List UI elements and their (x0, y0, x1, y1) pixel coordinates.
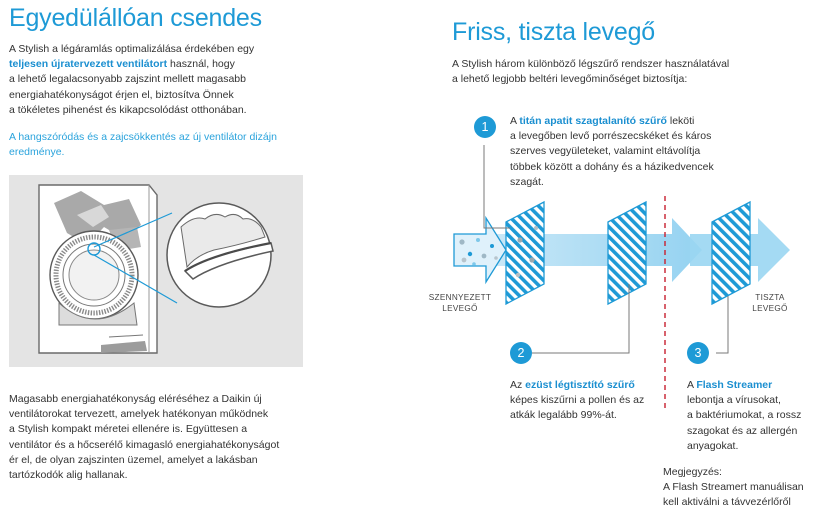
step-1-bold: titán apatit szagtalanító szűrő (519, 115, 667, 127)
step-3-bold: Flash Streamer (696, 379, 773, 391)
note-line: kell aktiválni a távvezérlőről (663, 496, 791, 509)
step-1-line: a levegőben levő porrészecskéket és káros (510, 130, 712, 143)
connector-1 (484, 145, 510, 228)
dirty-air-label (420, 292, 500, 314)
left-intro-line: a tökéletes pihenést és kikapcsolódást otthonában. (9, 103, 247, 116)
note-line: A Flash Streamert manuálisan (663, 481, 804, 494)
step-1-rest: leköti (666, 115, 695, 127)
step-2-bold: ezüst légtisztító szűrő (525, 379, 635, 391)
step-2-badge: 2 (510, 342, 532, 364)
clean-air-label (738, 292, 802, 314)
titanium-apatite-filter (506, 202, 544, 304)
highlight-line: eredménye. (9, 146, 65, 159)
left-intro-line (9, 57, 299, 72)
clean-label-line: LEVEGŐ (752, 304, 788, 313)
step-2-text (510, 378, 660, 424)
step-3-line: anyagokat. (687, 439, 739, 452)
step-2-line (510, 378, 660, 393)
bottom-text-line: a Stylish kompakt méretei ellenére is. Együttesen a (9, 423, 248, 436)
clean-label-line: TISZTA (755, 293, 785, 302)
step-2-pre: Az (510, 379, 526, 391)
right-intro (452, 57, 772, 87)
step-1-pre: A (510, 115, 520, 127)
step-2-line: atkák legalább 99%-át. (510, 409, 617, 422)
left-highlight (9, 130, 309, 160)
right-intro-line: A Stylish három különböző légszűrő rendszer használatával (452, 58, 730, 70)
bottom-text-line: tartózkodók alig hallanak. (9, 469, 128, 482)
step-1-line: többek között a dohány és a házikedvencek (510, 160, 714, 173)
highlight-line: A hangszóródás és a zajcsökkentés az új ventilátor dizájn (9, 131, 277, 143)
fan-illustration (9, 175, 303, 367)
step-3-line (687, 378, 817, 393)
dirty-label-line: LEVEGŐ (442, 304, 478, 313)
dirty-label-line: SZENNYEZETT (428, 293, 492, 302)
step-3-line: a baktériumokat, a rossz (687, 409, 802, 422)
right-title: Friss, tiszta levegő (452, 18, 656, 46)
bottom-text-line: ventilátorokat tervezett, amelyek hatékonyan működnek (9, 408, 269, 421)
left-intro-line: A Stylish a légáramlás optimalizálása érdekében egy (9, 43, 255, 55)
connector-3 (716, 296, 728, 353)
left-title: Egyedülállóan csendes (9, 4, 262, 32)
step-3-pre: A (687, 379, 697, 391)
bottom-text-line: ventilátor és a hőcserélő kimagasló energiahatékonyságot (9, 438, 280, 451)
bottom-text-line: ér el, de olyan zajszinten üzemel, amelyet a lakásban (9, 453, 258, 466)
step-3-text (687, 378, 817, 454)
left-bottom-text (9, 392, 309, 483)
fan-bold-text: teljesen újratervezett ventilátort (9, 58, 168, 71)
left-intro-line: energiahatékonyságot érjen el, biztosítva Önnek (9, 88, 234, 101)
step-2-line: képes kiszűrni a pollen és az (510, 394, 645, 407)
step-1-line: szerves vegyületeket, valamint eltávolítja (510, 145, 701, 158)
step-1-line (510, 114, 770, 129)
left-intro-line: a lehető legalacsonyabb zajszint mellett magasabb (9, 73, 246, 86)
silver-filter (608, 202, 646, 304)
note-line: Megjegyzés: (663, 466, 722, 478)
left-intro-text: használ, hogy (167, 58, 235, 71)
note-text (663, 465, 818, 511)
step-1-line: szagát. (510, 175, 544, 188)
step-3-badge: 3 (687, 342, 709, 364)
step-1-text (510, 114, 770, 190)
step-3-line: szagokat és az allergén (687, 424, 798, 437)
bottom-text-line: Magasabb energiahatékonyság eléréséhez a Daikin új (9, 393, 262, 405)
step-3-line: lebontja a vírusokat, (687, 394, 781, 407)
step-1-badge: 1 (474, 116, 496, 138)
left-intro (9, 42, 299, 118)
right-intro-line: a lehető legjobb beltéri levegőminőséget biztosítja: (452, 73, 688, 86)
flash-streamer-filter (712, 202, 750, 304)
